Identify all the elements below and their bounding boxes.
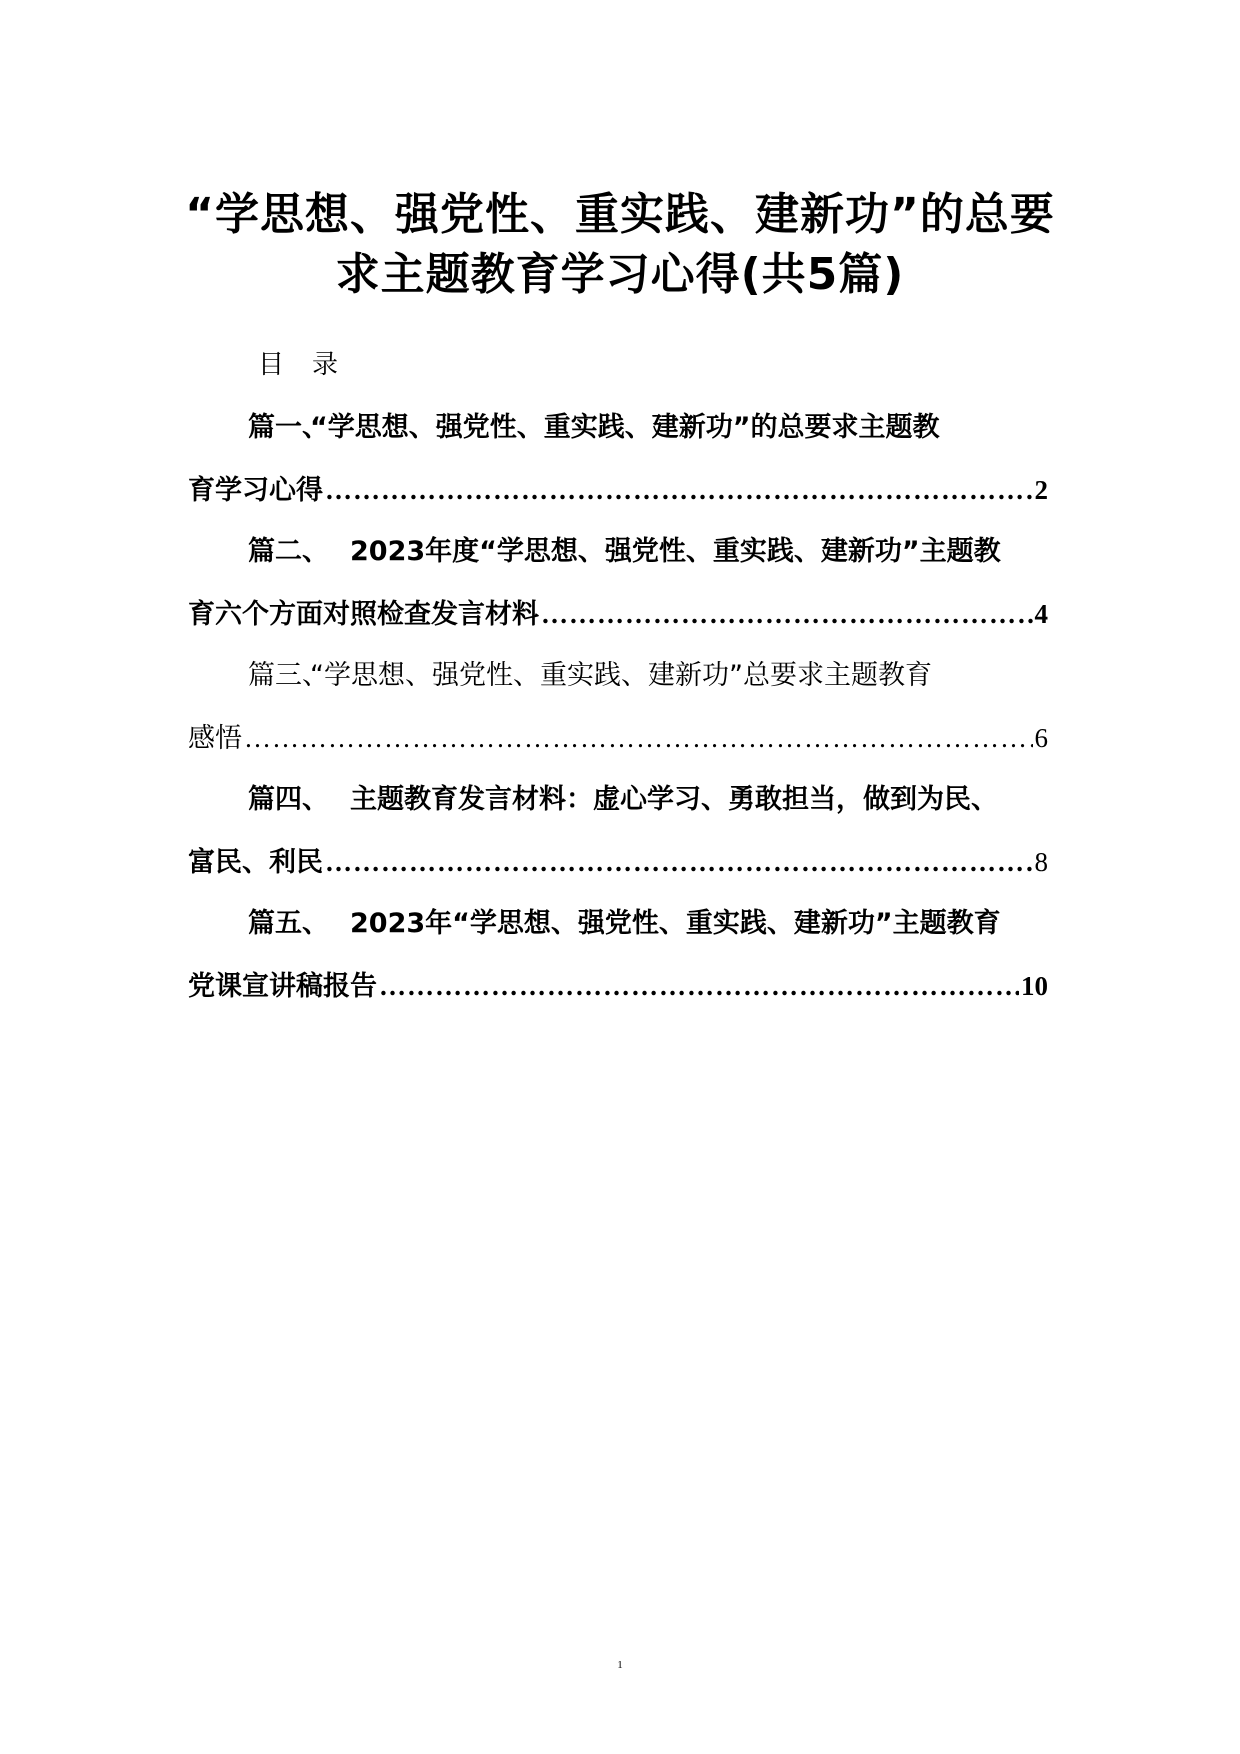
toc-entry-5-title-line-1: 2023年“学思想、强党性、重实践、建新功”主题教育 — [350, 908, 1001, 939]
toc-entry-5-title[interactable] — [248, 904, 1048, 944]
toc-entry-1-title-line-2: 育学习心得 — [188, 475, 323, 506]
toc-entry-2-page: 4 — [1034, 599, 1048, 629]
toc-entry-1-dots — [325, 470, 1033, 510]
toc-entry-5-dots — [379, 966, 1019, 1006]
toc-entry-1-title[interactable] — [248, 408, 1048, 448]
toc-entry-3-title-line-2: 感悟 — [188, 723, 242, 754]
toc-entry-1-number: 篇一、 — [248, 412, 329, 443]
toc-entry-4-title-line-1: 主题教育发言材料：虚心学习、勇敢担当，做到为民、 — [350, 784, 998, 815]
toc-entry-4-dots — [325, 842, 1033, 882]
toc-entry-3-leader[interactable] — [188, 718, 1048, 758]
toc-entry-5-page: 10 — [1021, 971, 1048, 1001]
toc-entry-3-title[interactable] — [248, 656, 1048, 696]
toc-entry-5-title-line-2: 党课宣讲稿报告 — [188, 971, 377, 1002]
document-title-line-1: “学思想、强党性、重实践、建新功”的总要 — [185, 189, 1055, 240]
toc-entry-4-title[interactable] — [248, 780, 1048, 820]
toc-entry-4-page: 8 — [1034, 847, 1048, 877]
toc-entry-4-leader[interactable] — [188, 842, 1048, 882]
toc-entry-1-title-line-1: “学思想、强党性、重实践、建新功”的总要求主题教 — [310, 412, 940, 443]
page-number: 1 — [617, 1659, 623, 1671]
toc-entry-2-title-line-1: 2023年度“学思想、强党性、重实践、建新功”主题教 — [350, 536, 1001, 567]
toc-entry-2-number: 篇二、 — [248, 536, 329, 567]
toc-entry-5-leader[interactable] — [188, 966, 1048, 1006]
toc-entry-2-leader[interactable] — [188, 594, 1048, 634]
toc-entry-3-title-line-1: “学思想、强党性、重实践、建新功”总要求主题教育 — [310, 660, 932, 691]
toc-entry-3-dots — [244, 718, 1033, 758]
document-title-line-2: 求主题教育学习心得(共5篇) — [335, 249, 905, 300]
toc-entry-2-title[interactable] — [248, 532, 1048, 572]
toc-entry-3-number: 篇三、 — [248, 660, 329, 691]
toc-entry-3-page: 6 — [1034, 723, 1048, 753]
toc-entry-2-title-line-2: 育六个方面对照检查发言材料 — [188, 599, 539, 630]
toc-entry-4-number: 篇四、 — [248, 784, 329, 815]
toc-entry-4-title-line-2: 富民、利民 — [188, 847, 323, 878]
toc-heading: 目录 — [258, 350, 367, 380]
toc-entry-2-dots — [541, 594, 1033, 634]
toc-entry-5-number: 篇五、 — [248, 908, 329, 939]
toc-entry-1-page: 2 — [1034, 475, 1048, 505]
toc-entry-1-leader[interactable] — [188, 470, 1048, 510]
